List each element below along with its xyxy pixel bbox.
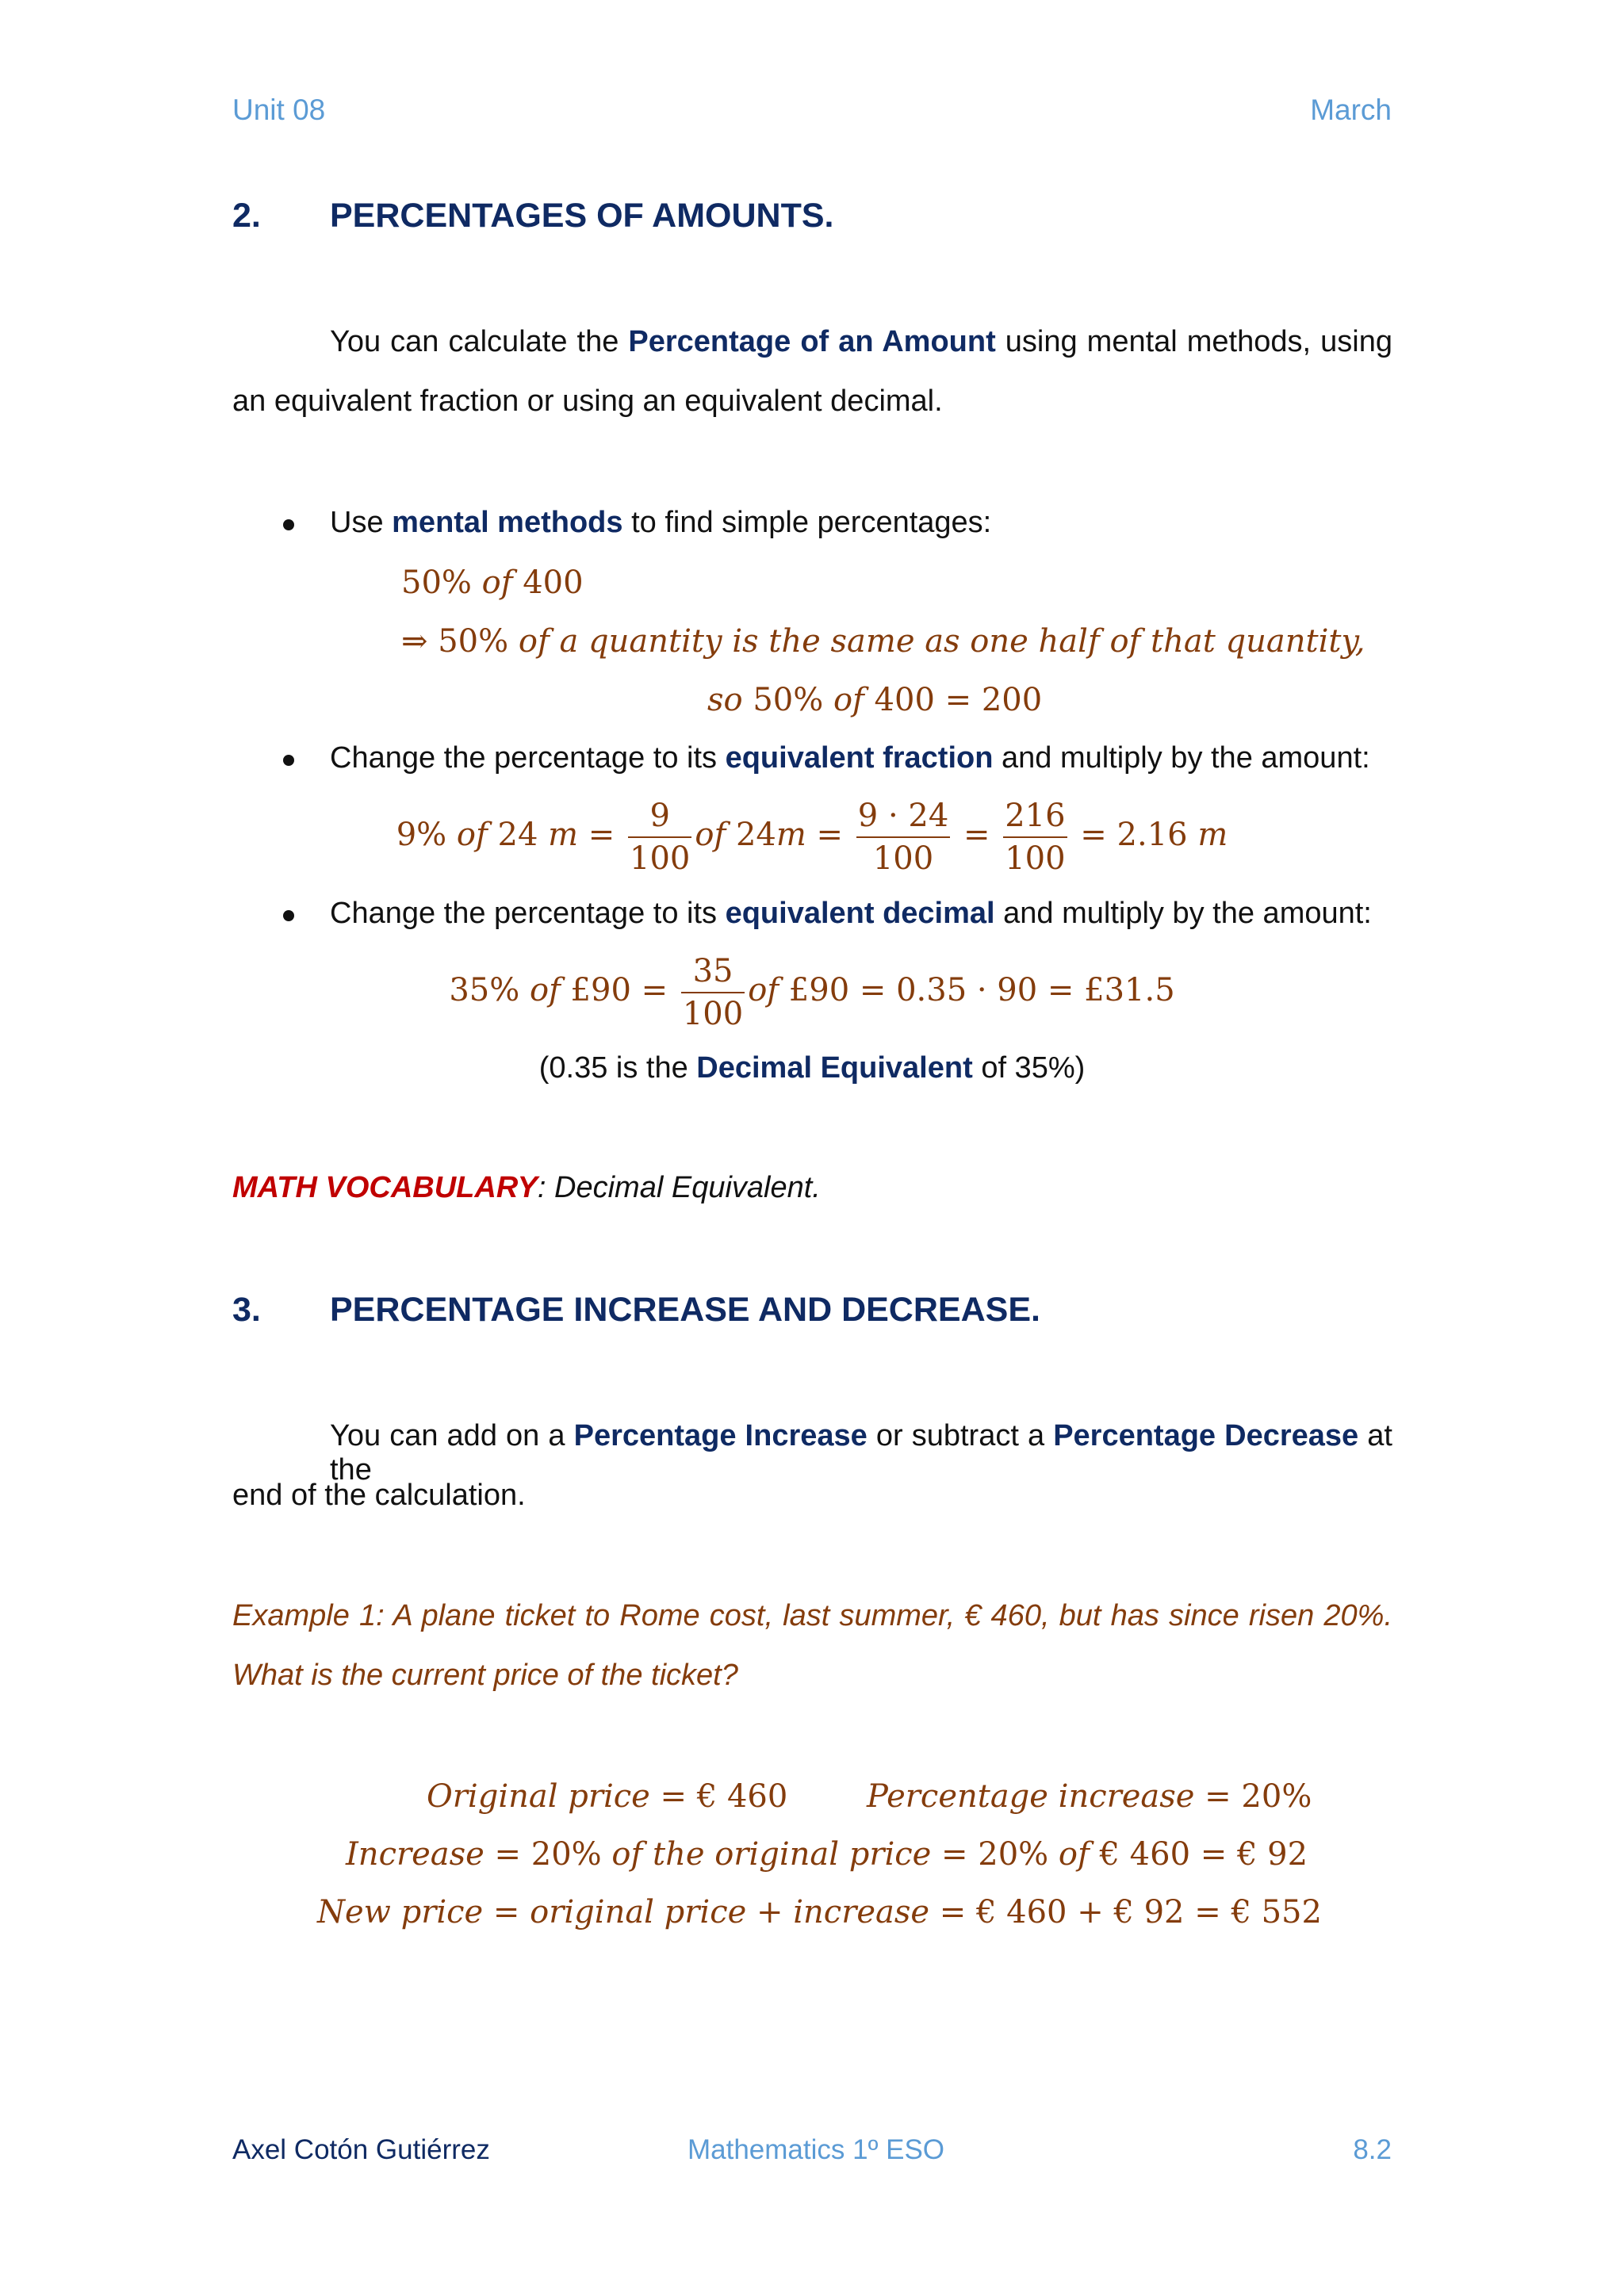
solution-percentage-increase — [867, 1778, 1312, 1815]
denominator: 100 — [682, 996, 744, 1032]
solution-new-price — [317, 1894, 1322, 1931]
math-text: of — [456, 817, 488, 853]
math-text: increase — [793, 1894, 930, 1931]
section-3-number: 3. — [232, 1291, 261, 1329]
keyword-equivalent-fraction: equivalent fraction — [725, 741, 994, 775]
section-3-intro-line2: end of the calculation. — [232, 1479, 526, 1512]
math-text: Increase — [346, 1836, 485, 1873]
note-text: of 35%) — [981, 1051, 1086, 1085]
header-month: March — [1310, 94, 1392, 126]
intro-text: You can calculate the — [330, 325, 619, 358]
intro-text: at the — [330, 1419, 1392, 1487]
note-text: (0.35 is the — [538, 1051, 688, 1085]
math-text: = — [483, 1894, 530, 1931]
section-2-intro-line2: an equivalent fraction or using an equivalent decimal. — [232, 385, 943, 418]
math-text: £90 = — [560, 972, 678, 1008]
keyword-equivalent-decimal: equivalent decimal — [725, 897, 995, 930]
math-text: 35% — [449, 972, 530, 1008]
math-fraction-equation — [0, 795, 1624, 879]
math-text: of — [695, 817, 726, 853]
keyword-percentage-increase: Percentage Increase — [573, 1419, 868, 1452]
example-1-line1: Example 1: A plane ticket to Rome cost, last summer, € 460, but has since risen 20%. — [232, 1599, 1392, 1632]
keyword-percentage-of-amount: Percentage of an Amount — [628, 325, 996, 358]
math-text: = € 460 + € 92 = € 552 — [929, 1894, 1322, 1931]
section-2-number: 2. — [232, 197, 261, 235]
intro-text: You can add on a — [330, 1419, 565, 1452]
math-vocabulary — [232, 1171, 821, 1205]
fraction-35-over-100 — [681, 951, 745, 1035]
math-text: ⇒ 50% — [401, 623, 519, 660]
math-text: Percentage increase — [867, 1778, 1195, 1815]
solution-original-price — [427, 1778, 787, 1815]
math-text: Original price — [427, 1778, 650, 1815]
bullet-dot — [283, 910, 294, 921]
denominator: 100 — [872, 840, 934, 877]
math-text: + — [746, 1894, 794, 1931]
math-text: € 460 = € 92 — [1089, 1836, 1308, 1873]
math-text: of — [481, 564, 513, 601]
bullet-dot — [283, 519, 294, 530]
decimal-equivalent-note — [0, 1051, 1624, 1085]
bullet-mental-methods — [330, 506, 991, 540]
intro-text: using mental methods, using — [1005, 325, 1392, 358]
math-text: of — [833, 682, 864, 718]
math-mental-line3 — [707, 682, 1042, 718]
math-text: of — [529, 972, 561, 1008]
math-text: = € 460 — [649, 1778, 788, 1815]
math-text: m — [548, 817, 579, 853]
bullet-equivalent-fraction — [330, 741, 1370, 775]
fraction-9-over-100 — [628, 795, 691, 879]
math-decimal-equation — [0, 951, 1624, 1035]
footer-page-number: 8.2 — [1353, 2134, 1392, 2165]
vocabulary-text: : Decimal Equivalent. — [537, 1171, 821, 1204]
fraction-216-over-100 — [1003, 795, 1067, 879]
solution-increase — [346, 1836, 1308, 1873]
math-text: 24 — [726, 817, 776, 853]
math-text: 50% — [401, 564, 482, 601]
example-1-line2: What is the current price of the ticket? — [232, 1659, 738, 1692]
math-text: original price — [530, 1894, 747, 1931]
intro-text: or subtract a — [875, 1419, 1045, 1452]
keyword-decimal-equivalent: Decimal Equivalent — [696, 1051, 973, 1085]
math-text: £90 = 0.35 · 90 = £31.5 — [779, 972, 1175, 1008]
bullet-dot — [283, 755, 294, 766]
math-text: = 20% — [484, 1836, 612, 1873]
header-unit: Unit 08 — [232, 94, 326, 126]
denominator: 100 — [630, 840, 691, 877]
section-2-intro-line1 — [330, 325, 1392, 359]
math-text: of — [1058, 1836, 1090, 1873]
math-text: of the original price — [611, 1836, 932, 1873]
bullet-text: Change the percentage to its — [330, 741, 718, 775]
fraction-9x24-over-100 — [856, 795, 951, 879]
math-text: = 2.16 — [1070, 817, 1198, 853]
section-3-intro-line1 — [330, 1419, 1392, 1487]
numerator: 9 — [628, 795, 691, 838]
math-text: 50% — [742, 682, 833, 718]
numerator: 216 — [1003, 795, 1067, 838]
math-text: of a quantity is the same as one half of that quantity, — [518, 623, 1365, 660]
bullet-text: to find simple percentages: — [631, 506, 992, 539]
bullet-text: Use — [330, 506, 384, 539]
math-text: = — [578, 817, 626, 853]
math-text: New price — [317, 1894, 484, 1931]
math-text: 400 — [512, 564, 584, 601]
footer-course: Mathematics 1º ESO — [688, 2134, 945, 2165]
denominator: 100 — [1005, 840, 1066, 877]
keyword-percentage-decrease: Percentage Decrease — [1053, 1419, 1359, 1452]
math-text: 400 = 200 — [864, 682, 1043, 718]
math-text: = — [953, 817, 1001, 853]
math-text: so — [707, 682, 743, 718]
math-text: 24 — [487, 817, 549, 853]
vocabulary-label: MATH VOCABULARY — [232, 1171, 538, 1204]
math-text: 9% — [396, 817, 457, 853]
math-text: of — [748, 972, 779, 1008]
math-text: m — [1197, 817, 1228, 853]
bullet-text: and multiply by the amount: — [1001, 741, 1370, 775]
bullet-text: Change the percentage to its — [330, 897, 718, 930]
math-mental-line1 — [401, 564, 584, 601]
numerator: 9 · 24 — [856, 795, 951, 838]
section-3-title: PERCENTAGE INCREASE AND DECREASE. — [330, 1291, 1040, 1329]
bullet-text: and multiply by the amount: — [1003, 897, 1372, 930]
footer-author: Axel Cotón Gutiérrez — [232, 2134, 490, 2165]
math-mental-line2 — [401, 623, 1365, 660]
bullet-equivalent-decimal — [330, 897, 1372, 931]
numerator: 35 — [681, 951, 745, 993]
math-text: = 20% — [931, 1836, 1059, 1873]
math-text: = 20% — [1194, 1778, 1312, 1815]
keyword-mental-methods: mental methods — [392, 506, 623, 539]
math-text: m — [776, 817, 806, 853]
math-text: = — [806, 817, 853, 853]
section-2-title: PERCENTAGES OF AMOUNTS. — [330, 197, 834, 235]
